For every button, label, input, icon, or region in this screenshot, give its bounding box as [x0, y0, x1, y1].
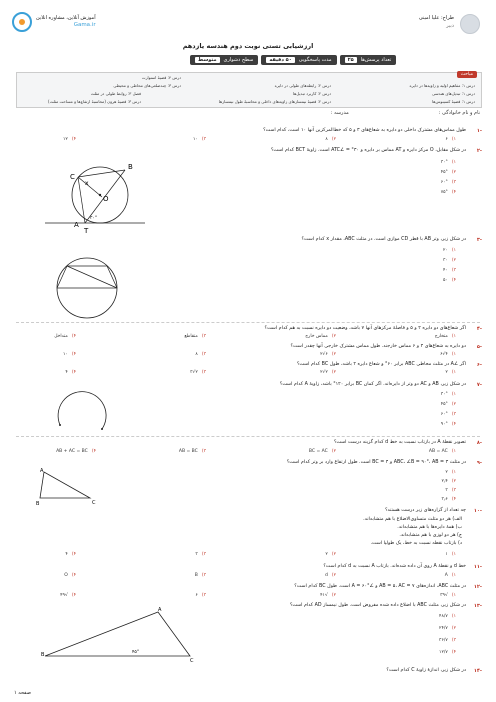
question-text: تصویر نقطهٔ A در بازتاب نسبت به خط d کدام گزینه درست است؟ [333, 440, 466, 445]
option[interactable]: ۲)۲٫۴ [441, 479, 456, 484]
option[interactable]: ۱)AB = AC [428, 449, 456, 454]
question-text: در مثلث ABC، اندازه‌های AB = ۵، AC = ۷ و ∠A = ۶۰° است. طول BC کدام است؟ [294, 584, 466, 589]
option[interactable]: ۴)۴ [65, 552, 76, 557]
option[interactable]: ۲)۴۵° [440, 402, 456, 407]
option[interactable]: ۱)۴√۶ [440, 352, 456, 357]
topic-item: درس ۲: قضیهٔ نیمسازهای زاویه‌های داخلی و محاسبهٔ طول نیمسازها [218, 99, 331, 104]
question-text: در مثلث ABC، ∠B = ۹۰°، AB = ۳ و BC = ۴ است. طول ارتفاع وارد بر وتر کدام است؟ [286, 460, 466, 465]
label-c: C [70, 173, 75, 181]
option[interactable]: ۴)AB + AC = BC [56, 449, 96, 454]
point [59, 424, 61, 426]
question-number: ۷- [476, 382, 482, 388]
option[interactable]: ۳)۶۰° [440, 180, 456, 185]
question-text: اگر ∠A در مثلث محاطی ABC برابر ۶۰° و شعاع دایره ۲ باشد، طول BC کدام است؟ [296, 362, 466, 367]
question-number: ۲- [476, 148, 482, 154]
figure-right-triangle [30, 466, 100, 506]
option[interactable]: ۱)۳۰° [440, 160, 456, 165]
option[interactable]: ۴)√۴۹ [60, 593, 76, 598]
question-number: ۱۱- [473, 564, 482, 570]
label-o: O [103, 195, 109, 203]
option[interactable]: ۴)۱۲ [62, 137, 76, 142]
topic-item: درس ۲: رابطه‌های طولی در دایره [274, 83, 331, 88]
option[interactable]: ۱)۲ [445, 370, 456, 375]
question-number: ۱۰- [473, 508, 482, 514]
author-block [419, 14, 480, 34]
option[interactable]: ۱)متخارج [434, 334, 456, 339]
angle-label: ۴۵° [132, 650, 140, 655]
point [101, 428, 103, 430]
option[interactable]: ۲)d [324, 573, 336, 578]
option[interactable]: ۳)۲√۳ [190, 370, 206, 375]
figure-triangle [40, 606, 200, 662]
option[interactable]: ۳)۱۰ [192, 137, 206, 142]
question-text: در شکل زیر، وتر AB با قطر CD موازی است. در مثلث ABC، مقدار x کدام است؟ [301, 237, 466, 242]
label-b: B [128, 163, 133, 171]
triangle [45, 612, 190, 656]
topic-item: درس ۳: چندضلعی‌های محاطی و محیطی [113, 83, 181, 88]
option[interactable]: ۳)۳ [445, 488, 456, 493]
statement: د) بازتاب نقطه نسبت به خط، یک طولپا است. [370, 541, 462, 546]
option[interactable]: ۳)۶ [195, 593, 206, 598]
exam-info-bar [190, 55, 396, 65]
segment [57, 266, 67, 288]
question-text: در شکل زیر، مثلث ABC با اضلاع داده شده مفروض است. طول نیمساز AD کدام است؟ [289, 603, 466, 608]
label-x: x [85, 180, 89, 187]
option[interactable]: ۲)√۴۱ [320, 593, 336, 598]
label-t: T [84, 227, 89, 235]
arc [58, 392, 106, 429]
angle-label: ۳۰° [90, 216, 98, 221]
author-name: طراح: علیا امینی [418, 15, 454, 21]
brand-tagline: آموزش آنلاین، مشاوره انلاین [36, 15, 96, 21]
question-number: ۱- [476, 128, 482, 134]
option[interactable]: ۱)۶ [445, 137, 456, 142]
option[interactable]: ۳)۸ [195, 352, 206, 357]
statement: ج) هر دو لوزی با هم متشابه‌اند. [399, 533, 462, 538]
segment [107, 266, 117, 288]
avatar [460, 14, 480, 34]
option[interactable]: ۴)۷۵° [440, 190, 456, 195]
question-number: ۵- [476, 344, 482, 350]
option[interactable]: ۲)۸ [325, 137, 336, 142]
question-text: طول مماس‌های مشترک داخلی دو دایره به شعاع‌های ۳ و ۵ که خط‌المرکزین آنها ۱۰ است، کدام است؟ [263, 128, 466, 133]
question-number: ۱۳- [473, 603, 482, 609]
option[interactable]: ۴)۱۰ [62, 352, 76, 357]
option[interactable]: ۲)۲√۲ [320, 370, 336, 375]
option[interactable]: ۳)AB = BC [178, 449, 206, 454]
divider [16, 436, 480, 437]
option[interactable]: ۲)BC = AC [308, 449, 336, 454]
question-text: خط d و نقطهٔ A روی آن داده شده‌اند. بازتاب A نسبت به d کدام است؟ [323, 564, 466, 569]
info-duration: مدت پاسخگویی ۵۰ دقیقه [261, 55, 336, 65]
option[interactable]: ۳)۳ [195, 552, 206, 557]
option[interactable]: ۳)۴۰ [442, 268, 456, 273]
topic-item: درس ۴: قضیهٔ استوارت [141, 75, 181, 80]
topic-item: درس ۱: مفاهیم اولیه و زاویه‌ها در دایره [409, 83, 475, 88]
topic-item: درس ۳: قضیهٔ هرون (محاسبهٔ ارتفاع‌ها و مساحت مثلث) [48, 99, 141, 104]
divider [16, 322, 480, 323]
statement: ب) همهٔ دایره‌ها با هم متشابه‌اند. [397, 525, 462, 530]
option[interactable]: ۱)۳۰° [440, 392, 456, 397]
option[interactable]: ۲)مماس خارج [305, 334, 336, 339]
segment [67, 266, 117, 288]
topic-item: درس ۱: قضیهٔ کسینوس‌ها [432, 99, 475, 104]
question-number: ۹- [476, 460, 482, 466]
question-number: ۸- [476, 440, 482, 446]
option[interactable]: ۴)O [64, 573, 76, 578]
option[interactable]: ۳)متقاطع [184, 334, 206, 339]
topics-panel [16, 72, 482, 108]
option[interactable]: ۲)۴۵° [440, 170, 456, 175]
student-name-label: نام و نام خانوادگی : [438, 110, 480, 116]
label-b: B [41, 652, 45, 658]
option[interactable]: ۱)۲۰ [442, 248, 456, 253]
page-title: ارزشیابی تستی نوبت دوم هندسه یازدهم [182, 42, 314, 50]
question-text: اگر شعاع‌های دو دایره ۲ و ۵ و فاصلهٔ مرکزهای آنها ۷ باشد، وضعیت دو دایره نسبت به هم کدام است؟ [264, 326, 466, 331]
question-number: ۴- [476, 326, 482, 332]
option[interactable]: ۳)۶۰° [440, 412, 456, 417]
option[interactable]: ۳)۳۶/۷ [439, 638, 456, 643]
option[interactable]: ۱)√۳۹ [440, 593, 456, 598]
question-number: ۱۴- [473, 668, 482, 674]
topics-heading: مباحث [457, 71, 477, 78]
question-number: ۱۲- [473, 584, 482, 590]
option[interactable]: ۱)۱ [445, 552, 456, 557]
option[interactable]: ۳)B [194, 573, 206, 578]
logo-icon [12, 12, 32, 32]
figure-circle-chords [22, 248, 152, 320]
student-info-row [16, 110, 484, 116]
option[interactable]: ۱)A [444, 573, 456, 578]
option[interactable]: ۲)۳۰ [442, 258, 456, 263]
label-a: A [74, 221, 79, 229]
question-text: در شکل مقابل، O مرکز دایره و AT مماس بر دایره و ۳۰° = ∠ATC است. زاویهٔ BCT کدام است؟ [270, 148, 466, 153]
option[interactable]: ۲)۶√۲ [320, 352, 336, 357]
question-text: چه تعداد از گزاره‌های زیر درست هستند؟ [384, 508, 466, 513]
option[interactable]: ۴)۱۲/۷ [439, 650, 456, 655]
figure-circle-tangent [40, 155, 150, 235]
option[interactable]: ۴)۹۰° [440, 422, 456, 427]
label-a: A [40, 468, 44, 474]
label-b: B [36, 501, 40, 506]
brand-logo [12, 12, 96, 32]
option[interactable]: ۴)۵۰ [442, 278, 456, 283]
question-number: ۳- [476, 237, 482, 243]
question-text: دو دایره به شعاع‌های ۴ و ۶ مماس خارجند. طول مماس مشترک خارجی آنها چقدر است؟ [290, 344, 466, 349]
option[interactable]: ۴)متداخل [54, 334, 76, 339]
option[interactable]: ۲)۲۴/۷ [439, 626, 456, 631]
topic-item: درس ۱: تبدیل‌های هندسی [431, 91, 475, 96]
center-point [99, 194, 101, 196]
question-number: ۶- [476, 362, 482, 368]
question-text: در شکل زیر، AB و AC دو وتر از دایره‌اند. اگر کمان BC برابر ۱۲۰° باشد، زاویهٔ A کدام است؟ [279, 382, 466, 387]
topic-item: درس ۲: کاربرد تبدیل‌ها [293, 91, 331, 96]
statement: الف) هر دو مثلث متساوی‌الاضلاع با هم متشابه‌اند. [363, 517, 462, 522]
label-c: C [190, 658, 194, 662]
label-a: A [158, 607, 162, 613]
topic-item: فصل ۳: روابط طولی در مثلث [90, 91, 141, 96]
segment [78, 177, 102, 197]
page-footer: صفحه ۱ [14, 690, 31, 696]
brand-url: Gama.ir [73, 22, 96, 28]
option[interactable]: ۴)۴ [65, 370, 76, 375]
option[interactable]: ۱)۴۸/۷ [439, 614, 456, 619]
info-question-count: تعداد پرسش‌ها ۲۵ [340, 55, 397, 65]
option[interactable]: ۱)۲ [445, 470, 456, 475]
question-text: در شکل زیر، اندازهٔ زاویهٔ C کدام است؟ [386, 668, 466, 673]
option[interactable]: ۲)۲ [325, 552, 336, 557]
author-role: دبیر [446, 23, 454, 29]
triangle [40, 472, 90, 498]
option[interactable]: ۴)۳٫۶ [441, 497, 456, 502]
school-label: مدرسه : [330, 110, 349, 116]
info-difficulty: سطح دشواری متوسط [190, 55, 258, 65]
label-c: C [92, 500, 96, 506]
